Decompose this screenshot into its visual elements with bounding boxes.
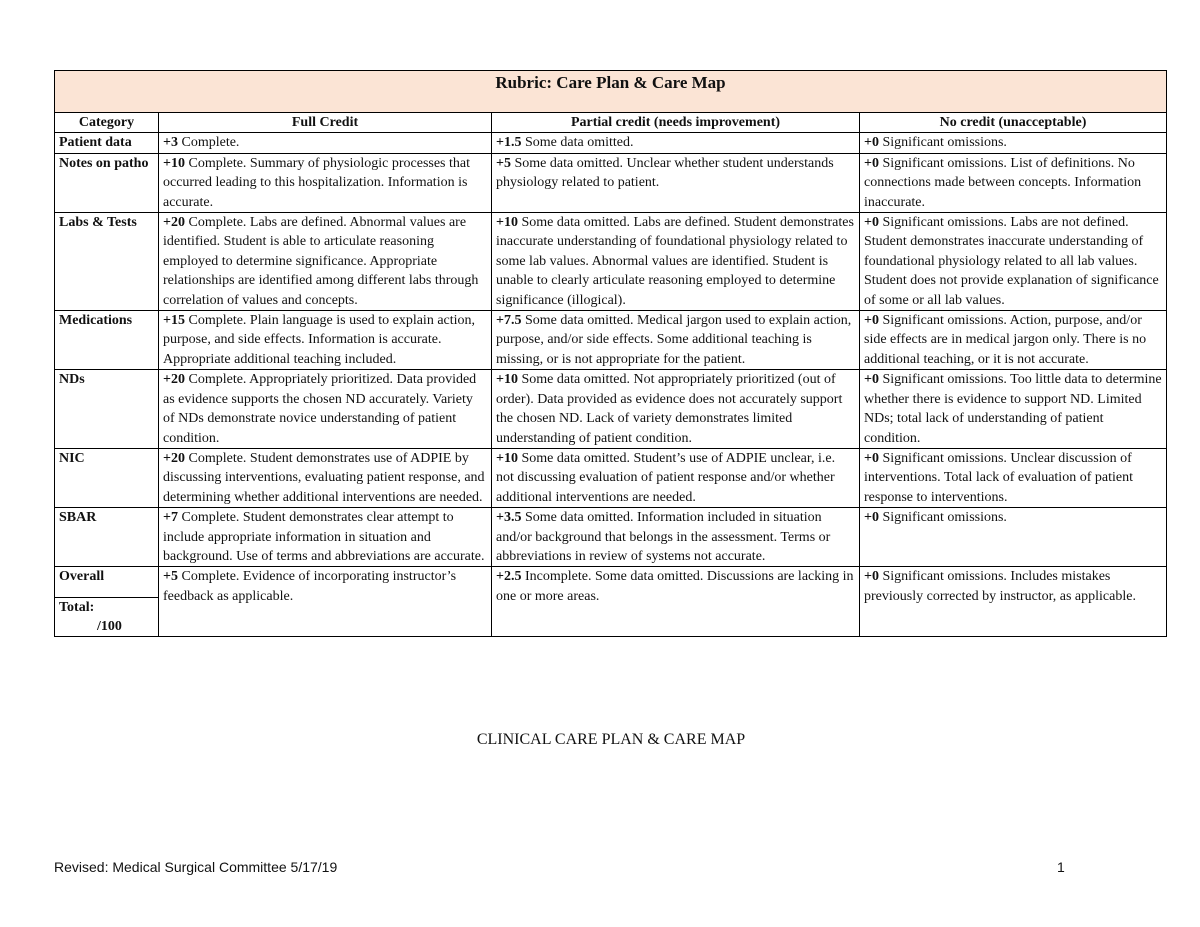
full-credit-cell (159, 153, 492, 212)
description: Some data omitted. Medical jargon used to explain action, purpose, and/or side effects. Some additional teaching is missing, or is not appropriate for the patient. (496, 313, 852, 367)
description: Complete. Labs are defined. Abnormal values are identified. Student is able to articulate reasoning employed to determine significance. Appropriate relationships are identified among different labs through correlation of values and concepts. (163, 215, 479, 308)
points: +3.5 (496, 510, 522, 526)
page-number: 1 (1057, 859, 1065, 875)
partial-credit-cell (492, 508, 860, 567)
row-category: NDs (55, 370, 159, 449)
partial-credit-cell (492, 567, 860, 636)
full-credit-cell (159, 133, 492, 153)
table-row (55, 311, 1167, 370)
no-credit-cell (860, 213, 1167, 311)
full-credit-cell (159, 213, 492, 311)
description: Significant omissions. Action, purpose, and/or side effects are in medical jargon only. There is no additional teaching, or it is not accurate. (864, 313, 1147, 367)
description: Complete. Student demonstrates use of ADPIE by discussing interventions, evaluating patient response, and determining whether additional interventions are needed. (163, 450, 485, 505)
description: Some data omitted. (521, 135, 634, 151)
row-category: Labs & Tests (55, 213, 159, 311)
row-category: Notes on patho (55, 153, 159, 212)
table-row (55, 448, 1167, 507)
description: Complete. Student demonstrates clear attempt to include appropriate information in situation and background. Use of terms and abbreviations are accurate. (163, 510, 485, 564)
no-credit-cell (860, 448, 1167, 507)
points: +1.5 (496, 135, 522, 151)
points: +10 (496, 215, 518, 231)
row-category (55, 567, 159, 636)
total-box (55, 597, 158, 636)
full-credit-cell (159, 370, 492, 449)
rubric-table (54, 70, 1167, 637)
document-title: CLINICAL CARE PLAN & CARE MAP (476, 731, 746, 748)
points: +20 (163, 215, 185, 231)
points: +7.5 (496, 313, 522, 329)
no-credit-cell (860, 133, 1167, 153)
points: +0 (864, 450, 879, 466)
description: Incomplete. Some data omitted. Discussions are lacking in one or more areas. (496, 569, 854, 604)
partial-credit-cell (492, 311, 860, 370)
points: +7 (163, 510, 178, 526)
points: +20 (163, 450, 185, 466)
rubric-title: Rubric: Care Plan & Care Map (55, 71, 1167, 113)
no-credit-cell (860, 153, 1167, 212)
partial-credit-cell (492, 448, 860, 507)
header-partial-credit: Partial credit (needs improvement) (492, 113, 860, 133)
points: +0 (864, 372, 879, 388)
description: Significant omissions. Unclear discussion of interventions. Total lack of evaluation of patient response to interventions. (864, 450, 1133, 505)
description: Significant omissions. List of definitions. No connections made between concepts. Information inaccurate. (864, 155, 1142, 210)
table-row (55, 567, 1167, 636)
row-category: Medications (55, 311, 159, 370)
full-credit-cell (159, 311, 492, 370)
table-row (55, 133, 1167, 153)
row-category: NIC (55, 448, 159, 507)
description: Complete. Summary of physiologic processes that occurred leading to this hospitalization. Information is accurate. (163, 155, 470, 210)
description: Complete. (177, 135, 240, 151)
no-credit-cell (860, 370, 1167, 449)
points: +0 (864, 215, 879, 231)
partial-credit-cell (492, 213, 860, 311)
description: Some data omitted. Unclear whether student understands physiology related to patient. (496, 155, 834, 191)
row-category: SBAR (55, 508, 159, 567)
partial-credit-cell (492, 153, 860, 212)
description: Some data omitted. Information included in situation and/or background that belongs in the assessment. Terms or abbreviations in review of systems not accurate. (496, 510, 831, 564)
points: +10 (496, 450, 518, 466)
header-no-credit: No credit (unacceptable) (860, 113, 1167, 133)
points: +3 (163, 135, 178, 151)
full-credit-cell (159, 508, 492, 567)
header-row (55, 113, 1167, 133)
table-row (55, 213, 1167, 311)
points: +15 (163, 313, 185, 329)
revised-note: Revised: Medical Surgical Committee 5/17/19 (54, 859, 338, 875)
header-category: Category (55, 113, 159, 133)
description: Some data omitted. Not appropriately prioritized (out of order). Data provided as evidence does not accurately support the chosen ND. Lack of variety demonstrates limited understanding of patient condition. (496, 372, 843, 446)
description: Significant omissions. (878, 510, 1007, 526)
partial-credit-cell (492, 370, 860, 449)
description: Complete. Evidence of incorporating instructor’s feedback as applicable. (163, 569, 457, 604)
points: +10 (496, 372, 518, 388)
total-label: Total: (59, 599, 95, 615)
no-credit-cell (860, 567, 1167, 636)
description: Some data omitted. Labs are defined. Student demonstrates inaccurate understanding of foundational physiology related to some lab values. Abnormal values are identified. Student is unable to clearly articulate reasoning employed to determine significance (illogical). (496, 215, 854, 308)
points: +5 (163, 569, 178, 585)
points: +0 (864, 135, 879, 151)
description: Significant omissions. Labs are not defined. Student demonstrates inaccurate understanding of foundational physiology related to all lab values. Student does not provide explanation of significance of some or all lab values. (864, 215, 1159, 308)
points: +0 (864, 313, 879, 329)
description: Some data omitted. Student’s use of ADPIE unclear, i.e. not discussing evaluation of patient response and/or whether additional interventions are needed. (496, 450, 836, 505)
total-value: /100 (97, 618, 122, 634)
full-credit-cell (159, 567, 492, 636)
points: +0 (864, 569, 879, 585)
description: Significant omissions. (878, 135, 1007, 151)
row-category: Patient data (55, 133, 159, 153)
description: Significant omissions. Too little data to determine whether there is evidence to support ND. Limited NDs; total lack of understanding of patient condition. (864, 372, 1162, 446)
points: +2.5 (496, 569, 522, 585)
table-row (55, 370, 1167, 449)
table-row (55, 153, 1167, 212)
header-full-credit: Full Credit (159, 113, 492, 133)
table-row (55, 508, 1167, 567)
full-credit-cell (159, 448, 492, 507)
overall-label: Overall (59, 569, 105, 585)
description: Complete. Appropriately prioritized. Data provided as evidence supports the chosen ND accurately. Variety of NDs demonstrate novice understanding of patient condition. (163, 372, 477, 446)
description: Complete. Plain language is used to explain action, purpose, and side effects. Information is accurate. Appropriate additional teaching included. (163, 313, 476, 367)
points: +10 (163, 155, 185, 171)
partial-credit-cell (492, 133, 860, 153)
points: +5 (496, 155, 511, 171)
no-credit-cell (860, 311, 1167, 370)
description: Significant omissions. Includes mistakes previously corrected by instructor, as applicable. (864, 569, 1136, 604)
no-credit-cell (860, 508, 1167, 567)
points: +0 (864, 155, 879, 171)
points: +0 (864, 510, 879, 526)
points: +20 (163, 372, 185, 388)
